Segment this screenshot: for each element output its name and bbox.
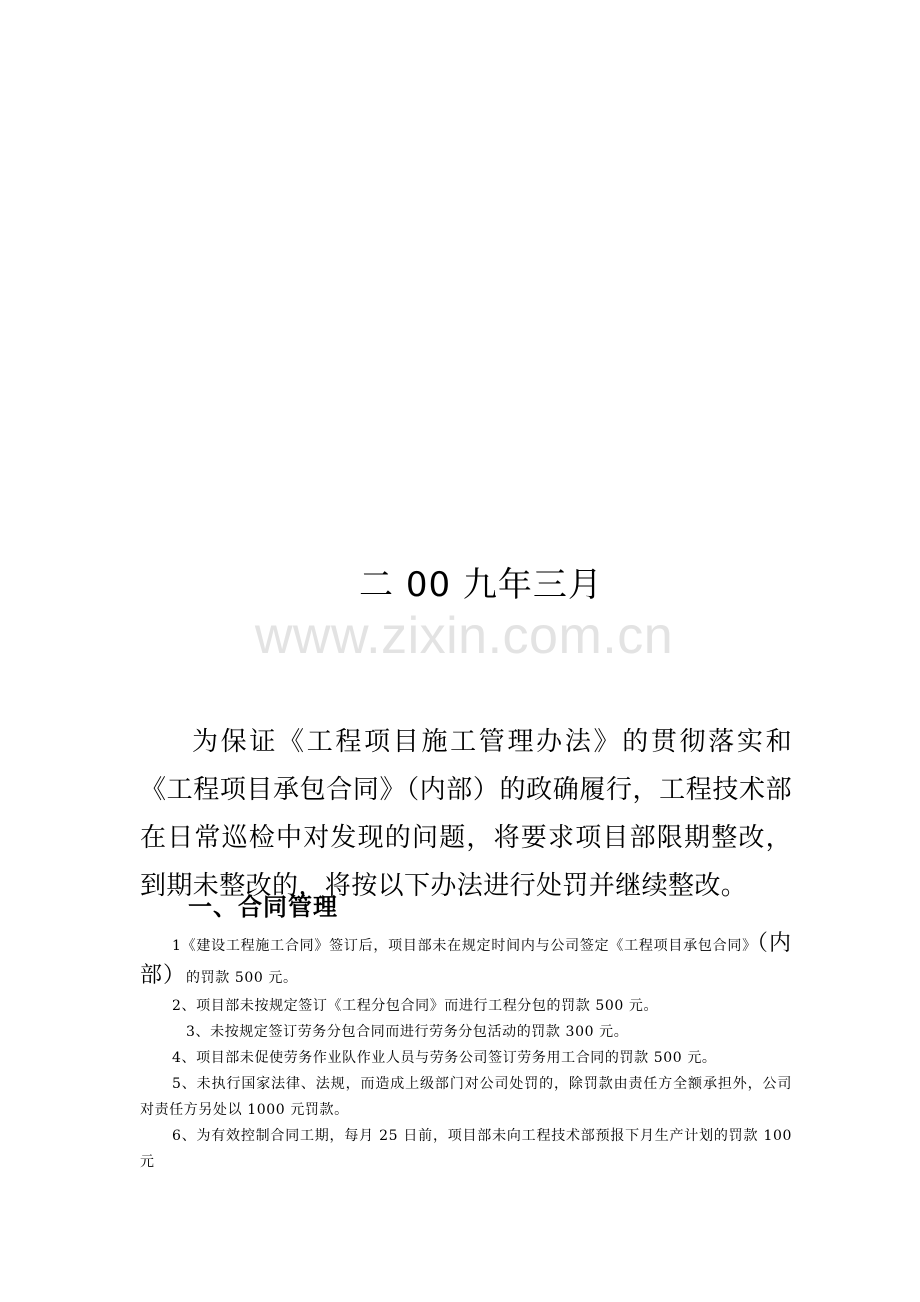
list-item	[140, 929, 792, 993]
list-item: 3、未按规定签订劳务分包合同而进行劳务分包活动的罚款 300 元。	[186, 1024, 629, 1040]
date-line: 二 00 九年三月	[359, 565, 603, 605]
item-text-large: （内部）	[140, 931, 792, 988]
item-list	[140, 929, 792, 1175]
list-item: 6、为有效控制合同工期，每月 25 日前，项目部未向工程技术部预报下月生产计划的罚款 100 元	[140, 1128, 792, 1170]
list-item: 5、未执行国家法律、法规，而造成上级部门对公司处罚的，除罚款由责任方全额承担外，公司对责任方另处以 1000 元罚款。	[140, 1076, 792, 1118]
item-text: 的罚款 500 元。	[186, 970, 298, 986]
item-text: 1《建设工程施工合同》签订后，项目部未在规定时间内与公司签定《工程项目承包合同》	[172, 938, 757, 954]
intro-paragraph: 为保证《工程项目施工管理办法》的贯彻落实和《工程项目承包合同》（内部）的政确履行，工程技术部在日常巡检中对发现的问题，将要求项目部限期整改，到期未整改的，将按以下办法进行处罚并继续整改。	[140, 727, 792, 901]
list-item: 2、项目部未按规定签订《工程分包合同》而进行工程分包的罚款 500 元。	[172, 998, 659, 1014]
section-heading: 一、合同管理	[188, 893, 338, 921]
watermark: www.zixin.com.cn	[254, 607, 674, 665]
list-item: 4、项目部未促使劳务作业队作业人员与劳务公司签订劳务用工合同的罚款 500 元。	[172, 1050, 717, 1066]
